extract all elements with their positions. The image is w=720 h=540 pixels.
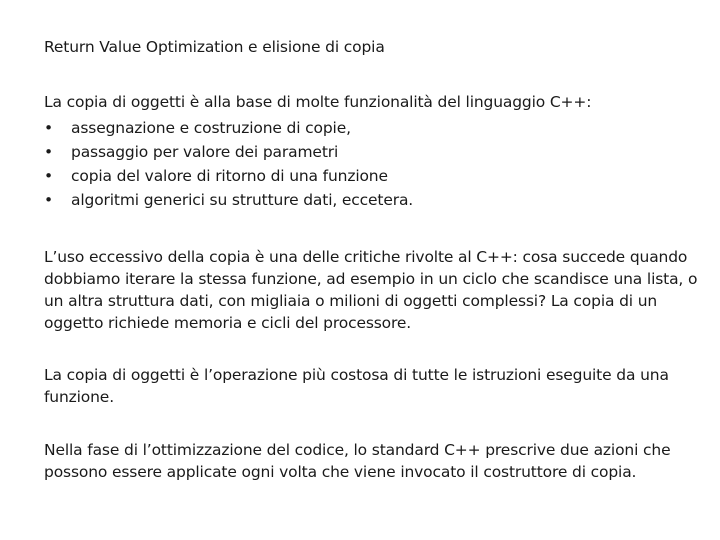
bullet-text: assegnazione e costruzione di copie,: [71, 119, 351, 137]
bullet-text: algoritmi generici su strutture dati, eccetera.: [71, 191, 414, 209]
bullet-item: [44, 140, 413, 164]
bullet-mark: •: [44, 191, 53, 209]
intro-text: La copia di oggetti è alla base di molte funzionalità del linguaggio C++:: [44, 93, 592, 111]
bullet-mark: •: [44, 119, 53, 137]
bullet-text: passaggio per valore dei parametri: [71, 143, 339, 161]
bullet-list: [44, 116, 413, 212]
paragraph-copy-criticism: L’uso eccessivo della copia è una delle critiche rivolte al C++: cosa succede quando dobbiamo iterare la stessa funzione, ad esempio in un ciclo che scandisce una lista, o un altra struttura dati, con migliaia o milioni di oggetti complessi? La copia di un oggetto richiede memoria e cicli del processore.: [44, 248, 698, 332]
bullet-item: [44, 188, 413, 212]
bullet-mark: •: [44, 143, 53, 161]
bullet-text: copia del valore di ritorno di una funzione: [71, 167, 388, 185]
paragraph-copy-cost: La copia di oggetti è l’operazione più costosa di tutte le istruzioni eseguite da una funzione.: [44, 366, 669, 406]
bullet-item: [44, 164, 413, 188]
paragraph-optimization: Nella fase di l’ottimizzazione del codice, lo standard C++ prescrive due azioni che possono essere applicate ogni volta che viene invocato il costruttore di copia.: [44, 441, 671, 481]
bullet-item: [44, 116, 413, 140]
bullet-mark: •: [44, 167, 53, 185]
slide-title: Return Value Optimization e elisione di copia: [44, 38, 385, 56]
